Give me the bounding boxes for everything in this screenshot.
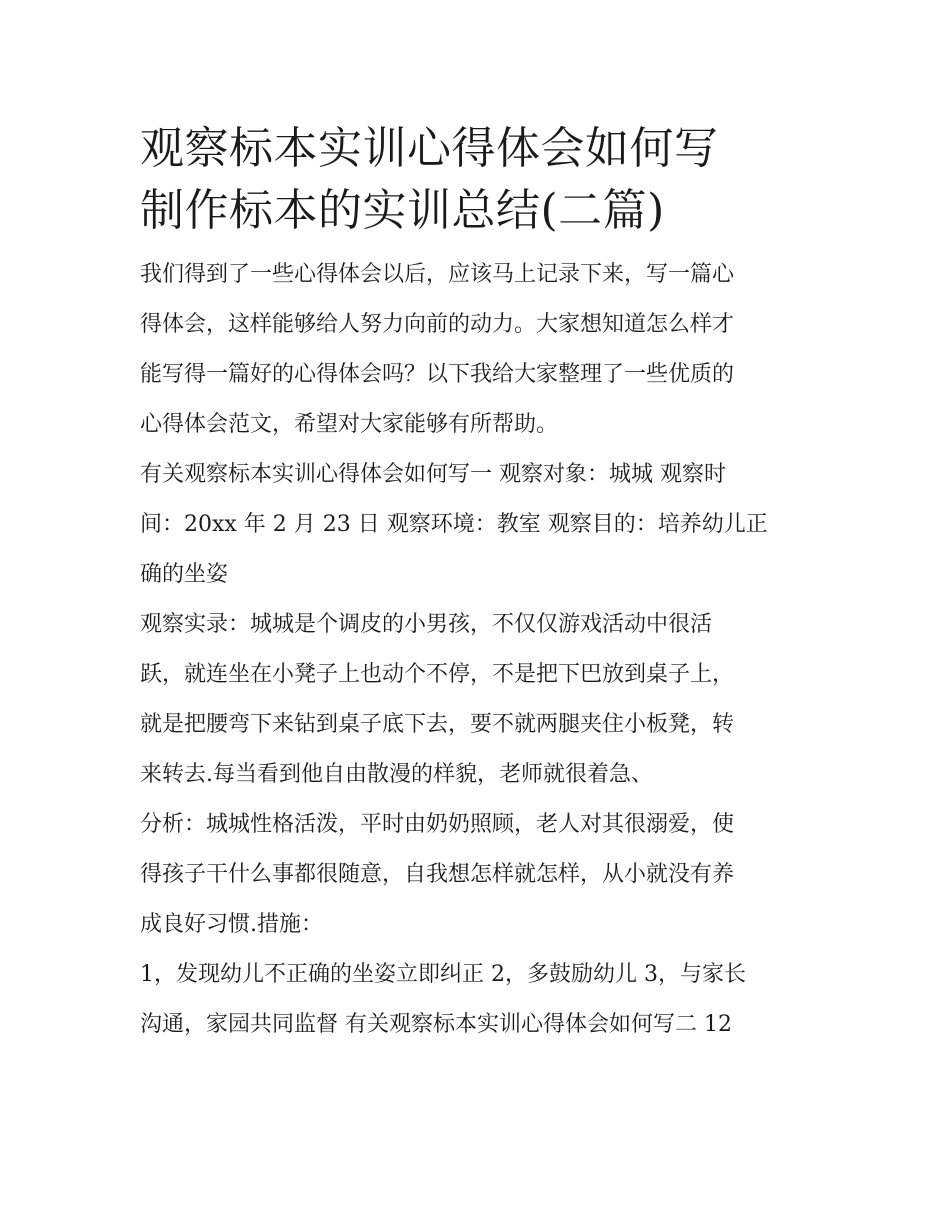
text-line: 能写得一篇好的心得体会吗？以下我给大家整理了一些优质的 xyxy=(140,362,735,387)
text-line: 来转去.每当看到他自由散漫的样貌，老师就很着急、 xyxy=(140,762,653,787)
text-line: 有关观察标本实训心得体会如何写一 观察对象：城城 观察时 xyxy=(140,462,726,487)
text-line: 我们得到了一些心得体会以后，应该马上记录下来，写一篇心 xyxy=(140,262,735,287)
text-line: 就是把腰弯下来钻到桌子底下去，要不就两腿夹住小板凳，转 xyxy=(140,712,735,737)
text-line: 确的坐姿 xyxy=(140,562,229,587)
document-title xyxy=(140,118,820,242)
measures-paragraph xyxy=(140,950,820,1050)
intro-paragraph xyxy=(140,250,820,450)
text-line: 得体会，这样能够给人努力向前的动力。大家想知道怎么样才 xyxy=(140,312,735,337)
text-line: 跃，就连坐在小凳子上也动个不停，不是把下巴放到桌子上， xyxy=(140,662,735,687)
text-line: 得孩子干什么事都很随意，自我想怎样就怎样，从小就没有养 xyxy=(140,862,735,887)
text-line: 分析：城城性格活泼，平时由奶奶照顾，老人对其很溺爱，使 xyxy=(140,812,735,837)
document-page xyxy=(140,118,820,1050)
analysis-paragraph xyxy=(140,800,820,950)
observation-record-paragraph xyxy=(140,600,820,800)
observation-info-paragraph xyxy=(140,450,820,600)
text-line: 心得体会范文，希望对大家能够有所帮助。 xyxy=(140,412,559,437)
title-line: 制作标本的实训总结(二篇) xyxy=(140,185,665,236)
text-line: 成良好习惯.措施： xyxy=(140,912,323,937)
title-line: 观察标本实训心得体会如何写 xyxy=(140,123,719,174)
text-line: 间：20xx 年 2 月 23 日 观察环境：教室 观察目的：培养幼儿正 xyxy=(140,512,768,537)
text-line: 1，发现幼儿不正确的坐姿立即纠正 2，多鼓励幼儿 3，与家长 xyxy=(140,962,746,987)
text-line: 观察实录：城城是个调皮的小男孩，不仅仅游戏活动中很活 xyxy=(140,612,713,637)
text-line: 沟通，家园共同监督 有关观察标本实训心得体会如何写二 12 xyxy=(140,1012,732,1037)
